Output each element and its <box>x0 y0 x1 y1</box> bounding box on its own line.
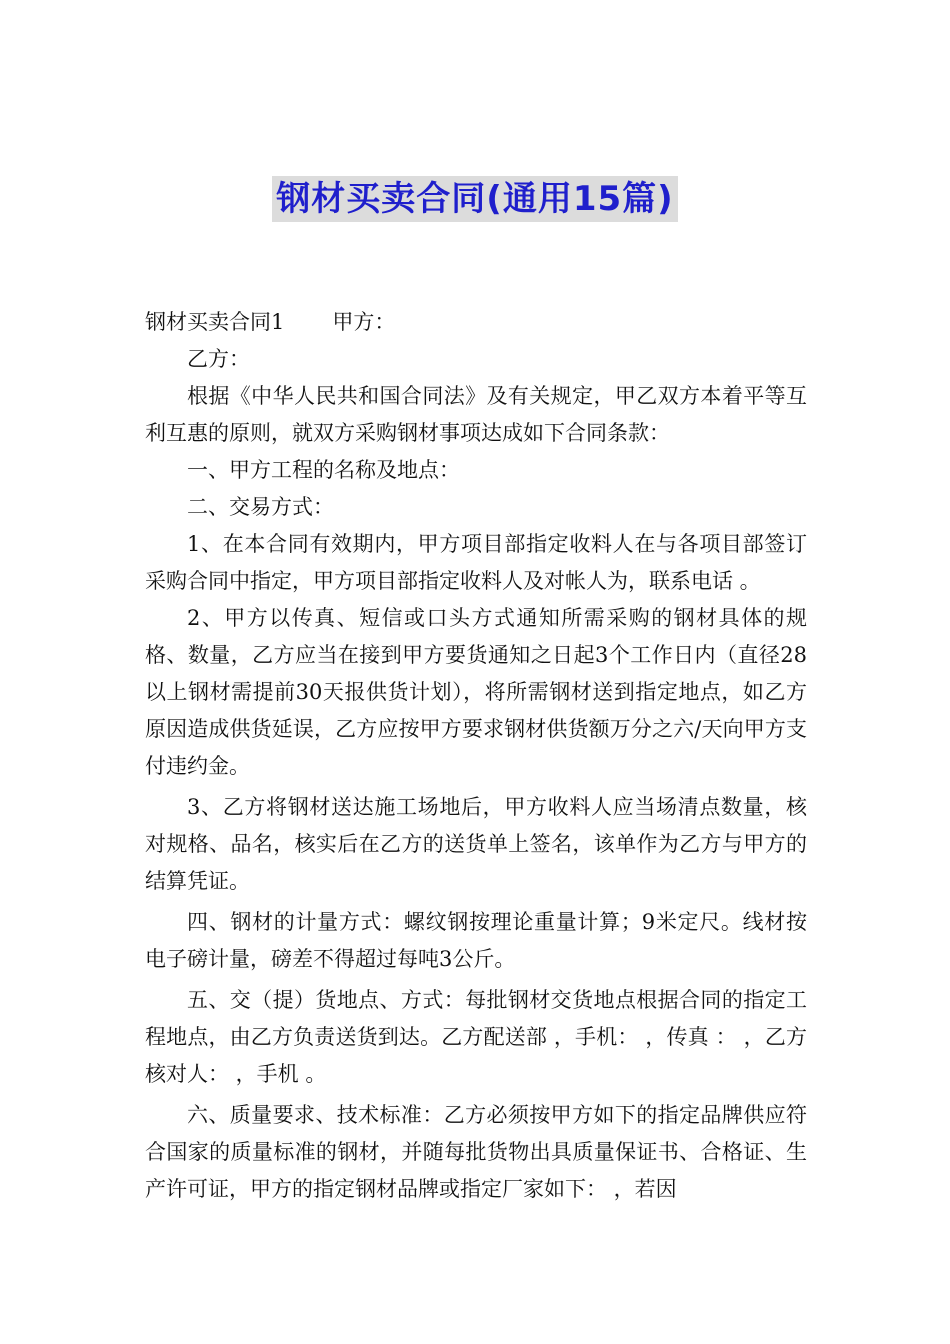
paragraph-item-3: 3、乙方将钢材送达施工场地后，甲方收料人应当场清点数量，核对规格、品名，核实后在乙方的送货单上签名，该单作为乙方与甲方的结算凭证。 <box>145 795 807 893</box>
first-line <box>145 304 807 341</box>
paragraph-section-2: 二、交易方式： <box>187 495 334 519</box>
paragraph-section-4: 四、钢材的计量方式：螺纹钢按理论重量计算；9米定尺。线材按电子磅计量，磅差不得超过每吨3公斤。 <box>145 910 807 971</box>
paragraph-section-1: 一、甲方工程的名称及地点： <box>187 458 460 482</box>
document-title: 钢材买卖合同(通用15篇) <box>272 176 677 222</box>
paragraph-item-2: 2、甲方以传真、短信或口头方式通知所需采购的钢材具体的规格、数量，乙方应当在接到甲方要货通知之日起3个工作日内（直径28以上钢材需提前30天报供货计划），将所需钢材送到指定地点，如乙方原因造成供货延误，乙方应按甲方要求钢材供货额万分之六/天向甲方支付违约金。 <box>145 606 807 778</box>
contract-label: 钢材买卖合同1 <box>145 310 285 334</box>
paragraph-section-5: 五、交（提）货地点、方式：每批钢材交货地点根据合同的指定工程地点，由乙方负责送货到达。乙方配送部 ，手机： ，传真 ： ，乙方核对人： ，手机 。 <box>145 988 807 1086</box>
party-a-label: 甲方： <box>332 310 396 334</box>
paragraph-item-1: 1、在本合同有效期内，甲方项目部指定收料人在与各项目部签订采购合同中指定，甲方项目部指定收料人及对帐人为，联系电话 。 <box>145 532 807 593</box>
paragraph-section-6: 六、质量要求、技术标准：乙方必须按甲方如下的指定品牌供应符合国家的质量标准的钢材，并随每批货物出具质量保证书、合格证、生产许可证，甲方的指定钢材品牌或指定厂家如下： ，若因 <box>145 1103 807 1201</box>
title-container <box>0 176 950 222</box>
document-body <box>145 304 807 1208</box>
paragraph-intro: 根据《中华人民共和国合同法》及有关规定，甲乙双方本着平等互利互惠的原则，就双方采购钢材事项达成如下合同条款： <box>145 384 807 445</box>
paragraph-party-b: 乙方： <box>187 347 250 371</box>
